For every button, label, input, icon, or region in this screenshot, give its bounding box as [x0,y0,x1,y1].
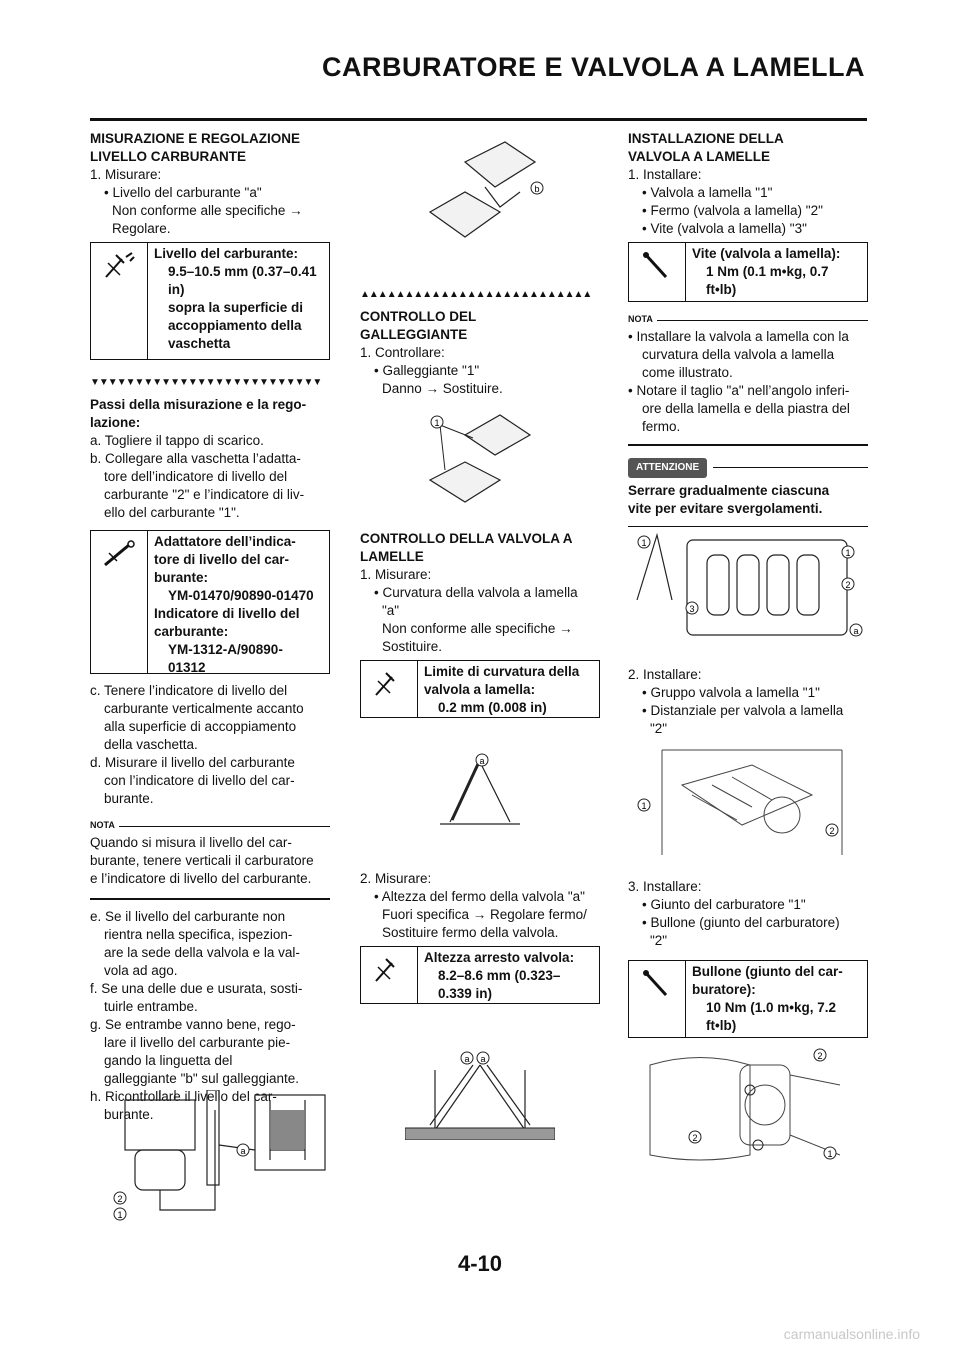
text-line: tore dell’indicatore di livello del [104,469,288,484]
reed-assembly-engine-figure [632,745,862,865]
text-line: Regolare. [112,221,171,236]
spec-label: Indicatore di livello del [154,606,300,621]
spec-box [360,946,600,1004]
spec-label: tore di livello del car- [154,552,290,567]
note-label: NOTA [90,820,115,830]
section-heading: LIVELLO CARBURANTE [90,149,246,164]
text-line: con l’indicatore di livello del car- [104,773,295,788]
text-line: della vaschetta. [104,737,198,752]
text-line: rientra nella specifica, ispezion- [104,926,293,942]
bullet: • Galleggiante "1" [374,363,480,378]
callout-1: 1 [641,801,647,811]
spec-value: YM-1312-A/90890- [168,642,283,657]
column-2 [360,280,600,398]
wrench-icon [91,243,148,359]
column-2-height [360,870,600,1008]
spec-box [628,960,868,1038]
callout-a: a [240,1146,246,1156]
callout-1: 1 [117,1210,123,1220]
note-rule [90,898,330,900]
bullet: • Livello del carburante "a" [104,185,262,200]
spec-label: carburante: [154,624,229,639]
spec-label: Bullone (giunto del car- [692,964,843,979]
page-number: 4-10 [457,1251,503,1276]
note-text: burante, tenere verticali il carburatore [90,853,314,868]
callout-1: 1 [845,548,851,558]
subheading: lazione: [90,415,141,430]
text-line: "2" [650,721,668,736]
text-line: gando la linguetta del [104,1052,233,1068]
note-text: Quando si misura il livello del car- [90,835,292,850]
spec-value: ft•lb) [706,282,737,297]
section-heading: MISURAZIONE E REGOLAZIONE [90,131,301,146]
text-line: tuirle entrambe. [104,998,198,1014]
spec-value: 8.2–8.6 mm (0.323– [438,968,561,983]
callout-b: b [534,184,540,194]
valve-stopper-figure [405,1050,555,1140]
section-heading: GALLEGGIANTE [360,327,468,342]
step: d. Misurare il livello del carburante [90,755,295,770]
note-text: come illustrato. [642,365,733,380]
text-line: Non conforme alle specifiche → [382,621,573,636]
step: a. Togliere il tappo di scarico. [90,433,264,448]
reed-bend-figure [440,752,520,832]
torque-wrench-icon [629,243,686,301]
step: g. Se entrambe vanno bene, rego- [90,1016,296,1032]
text-line: lare il livello del carburante pie- [104,1034,291,1050]
text-line: Non conforme alle specifiche → [112,203,303,218]
spec-box [90,242,330,360]
wrench-icon [361,947,418,1003]
callout-2: 2 [692,1133,698,1143]
special-tool-icon [91,531,148,673]
caution-rule [628,526,868,528]
text-line: Sostituire. [382,639,443,654]
callout-1: 1 [827,1149,833,1159]
section-heading: CONTROLLO DELLA VALVOLA A [360,531,573,546]
spec-label: Vite (valvola a lamella): [692,246,841,261]
callout-2: 2 [845,580,851,590]
callout-3: 3 [689,604,695,614]
spec-value: sopra la superficie di [168,300,304,315]
note-text: e l’indicatore di livello del carburante. [90,871,312,886]
text-line: burante. [104,1106,154,1122]
spec-box [628,242,868,302]
note-text: • Notare il taglio "a" nell’angolo inferi- [628,383,850,398]
callout-2: 2 [829,826,835,836]
spec-label: Altezza arresto valvola: [424,950,575,965]
callout-1: 1 [641,538,647,548]
spec-box [90,530,330,674]
step: 2. Misurare: [360,871,432,886]
note-text: fermo. [642,419,681,434]
step: 1. Misurare: [360,567,432,582]
column-2-reed [360,530,600,722]
note-header [90,816,330,834]
spec-value: accoppiamento della [168,318,302,333]
callout-1: 1 [434,418,440,428]
text-line: burante. [104,791,154,806]
step: 2. Installare: [628,667,702,682]
step: h. Ricontrollare il livello del car- [90,1088,277,1104]
step: c. Tenere l’indicatore di livello del [90,683,288,698]
text-line: carburante verticalmente accanto [104,701,304,716]
spec-value: ft•lb) [706,1018,737,1033]
spec-label: Adattatore dell’indica- [154,534,296,549]
header-rule [90,118,867,121]
text-line: carburante "2" e l’indicatore di liv- [104,487,305,502]
text-line: "2" [650,933,668,948]
carburetor-fuel-level-figure [105,1090,330,1225]
spec-label: Livello del carburante: [154,246,299,261]
callout-a: a [479,756,485,766]
text-line: Fuori specifica → Regolare fermo/ [382,907,587,922]
bullet: • Bullone (giunto del carburatore) [642,915,840,930]
column-3 [628,130,868,535]
watermark: carmanualsonline.info [783,1326,920,1342]
spec-label: buratore): [692,982,756,997]
text-line: "a" [382,603,400,618]
note-text: curvatura della valvola a lamella [642,347,835,362]
steps-start-marker: ▼▼▼▼▼▼▼▼▼▼▼▼▼▼▼▼▼▼▼▼▼▼▼▼▼▼ [90,377,322,388]
float-tab-figure [425,132,555,242]
note-header [628,310,868,328]
step: 1. Installare: [628,167,702,182]
subheading: Passi della misurazione e la rego- [90,397,307,412]
spec-label: burante: [154,570,208,585]
column-1 [90,130,330,1124]
bullet: • Fermo (valvola a lamella) "2" [642,203,823,218]
text-line: Danno → Sostituire. [382,381,503,396]
spec-label: Limite di curvatura della [424,664,580,679]
steps-end-marker: ▲▲▲▲▲▲▲▲▲▲▲▲▲▲▲▲▲▲▲▲▲▲▲▲▲▲ [360,289,592,300]
callout-2: 2 [117,1194,123,1204]
text-line: are la sede della valvola e la val- [104,944,300,960]
callout-a: a [464,1054,470,1064]
torque-wrench-icon [629,961,686,1037]
note-text: • Installare la valvola a lamella con la [628,329,849,344]
spec-label: valvola a lamella: [424,682,536,697]
text-line: Sostituire fermo della valvola. [382,925,559,940]
spec-value: 0.339 in) [438,986,493,1001]
spec-value: 01312 [168,660,206,675]
column-3-install [628,666,868,738]
text-line: galleggiante "b" sul galleggiante. [104,1070,299,1086]
carburetor-joint-figure [640,1045,865,1170]
step: b. Collegare alla vaschetta l’adatta- [90,451,301,466]
text-line: vola ad ago. [104,962,178,978]
spec-value: 0.2 mm (0.008 in) [438,700,547,715]
bullet: • Altezza del fermo della valvola "a" [374,889,585,904]
float-figure [425,410,545,510]
callout-2: 2 [817,1051,823,1061]
caution-header [628,458,868,478]
spec-value: in) [168,282,185,297]
step: 1. Misurare: [90,167,162,182]
text-line: ello del carburante "1". [104,505,240,520]
step: e. Se il livello del carburante non [90,908,286,924]
note-text: ore della lamella e della piastra del [642,401,850,416]
wrench-icon [361,661,418,717]
step: f. Se una delle due e usurata, sosti- [90,980,303,996]
bullet: • Curvatura della valvola a lamella [374,585,578,600]
spec-value: YM-01470/90890-01470 [168,588,314,603]
caution-text: Serrare gradualmente ciascuna [628,482,830,498]
spec-value: 1 Nm (0.1 m•kg, 0.7 [706,264,829,279]
caution-text: vite per evitare svergolamenti. [628,500,823,516]
reed-valve-install-figure [632,530,867,650]
column-3-joint [628,878,868,1042]
callout-a: a [853,626,859,636]
section-heading: INSTALLAZIONE DELLA [628,131,784,146]
spec-box [360,660,600,718]
bullet: • Gruppo valvola a lamella "1" [642,685,820,700]
callout-a: a [480,1054,486,1064]
section-heading: CONTROLLO DEL [360,309,477,324]
bullet: • Distanziale per valvola a lamella [642,703,844,718]
spec-value: 9.5–10.5 mm (0.37–0.41 [168,264,317,279]
section-heading: VALVOLA A LAMELLE [628,149,770,164]
bullet: • Valvola a lamella "1" [642,185,773,200]
note-label: NOTA [628,314,653,324]
section-heading: LAMELLE [360,549,424,564]
page-title: CARBURATORE E VALVOLA A LAMELLA [322,52,865,82]
step: 1. Controllare: [360,345,445,360]
note-rule [628,444,868,446]
text-line: alla superficie di accoppiamento [104,719,297,734]
spec-value: vaschetta [168,336,231,351]
caution-label: ATTENZIONE [628,458,707,478]
step: 3. Installare: [628,879,702,894]
spec-value: 10 Nm (1.0 m•kg, 7.2 [706,1000,837,1015]
bullet: • Vite (valvola a lamella) "3" [642,221,807,236]
bullet: • Giunto del carburatore "1" [642,897,806,912]
